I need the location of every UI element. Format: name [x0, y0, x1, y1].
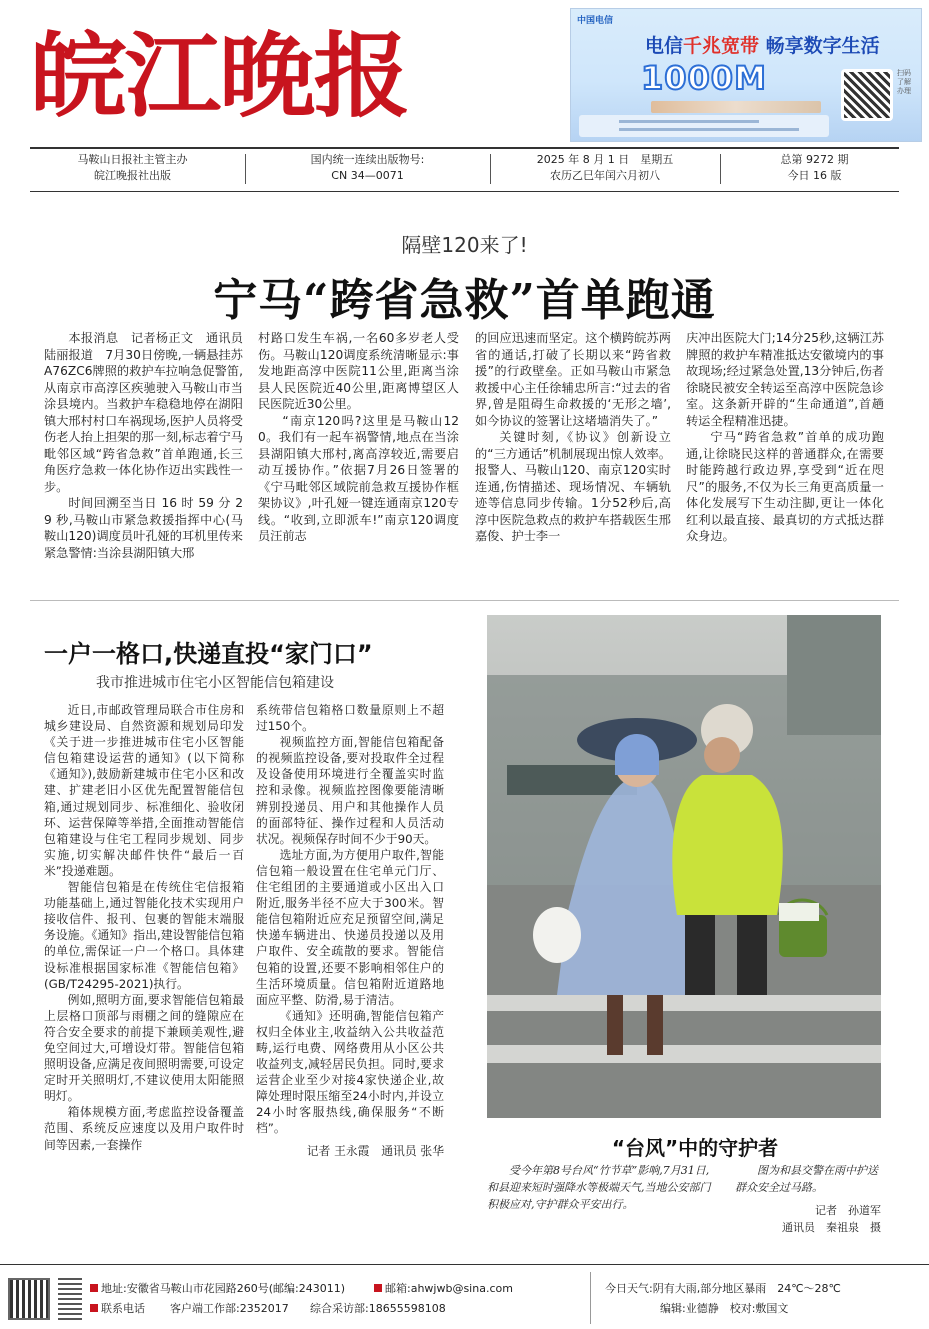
- qr-code-icon[interactable]: [8, 1278, 50, 1320]
- address-text: 地址:安徽省马鞍山市花园路260号(邮编:243011): [101, 1282, 345, 1295]
- advert-speed: 1000M: [641, 59, 767, 97]
- footer: [0, 1270, 929, 1329]
- byline: 记者 王永霞 通讯员 张华: [306, 1143, 444, 1158]
- footer-address: [90, 1280, 345, 1296]
- paragraph: 《通知》还明确,智能信包箱产权归全体业主,收益纳入公共收益范畴,运行电费、网络费用从小区公共收益列支,减轻居民负担。同时,要求运营企业至少对接4家快递企业,故障处理时限压缩至24小时内,并设立24小时客服热线,确保服务“不断档”。: [256, 1008, 444, 1136]
- paragraph: 本报消息 记者杨正文 通讯员陆丽报道 7月30日傍晚,一辆悬挂苏A76ZC6牌照的救护车拉响急促警笛,从南京市高淳区疾驰驶入马鞍山市当涂县境内。当救护车稳稳地停在湖阳镇大邢村村口车祸现场,医护人员将受伤老人抬上担架的那一刻,标志着宁马毗邻区域“跨省急救”首单跑通,长三角医疗急救一体化协作迈出实践性一步。: [44, 331, 243, 494]
- divider: [245, 154, 246, 184]
- paragraph: 系统带信包箱格口数量原则上不超过150个。: [256, 703, 444, 734]
- issue-date: 2025 年 8 月 1 日 星期五: [536, 153, 674, 166]
- advert-title-a: 电信: [645, 35, 684, 57]
- advert-strip-line: [619, 128, 799, 131]
- issue-info-bar: [30, 152, 899, 186]
- advert-strip-line: [619, 120, 759, 123]
- bullet-icon: [90, 1284, 98, 1292]
- photo-illustration: [487, 615, 881, 1118]
- masthead-title: 皖江晚报: [30, 22, 409, 130]
- telecom-logo: 中国电信: [577, 16, 614, 26]
- divider: [490, 154, 491, 184]
- issue-number: 总第 9272 期: [780, 153, 849, 166]
- news-photo[interactable]: [487, 615, 881, 1118]
- paragraph: 的回应迅速而坚定。这个横跨皖苏两省的通话,打破了长期以来“跨省救援”的行政壁垒。正如马鞍山市紧急救援中心主任徐辅忠所言:“过去的省界,曾是阻碍生命救援的‘无形之墙’,如今协议的签署让这堵墙消失了。”: [475, 331, 671, 428]
- advert-title-b: 千兆宽带: [683, 35, 760, 57]
- second-subheadline: 我市推进城市住宅小区智能信包箱建设: [96, 675, 334, 691]
- paragraph: 箱体规模方面,考虑监控设备覆盖范围、系统反应速度以及用户取件时间等因素,一套操作: [44, 1105, 244, 1152]
- photo-caption-right: 图为和县交警在雨中护送群众安全过马路。: [735, 1164, 878, 1194]
- page-count: 今日 16 版: [787, 169, 842, 182]
- paragraph: 庆冲出医院大门;14分25秒,这辆江苏牌照的救护车精准抵达安徽境内的事故现场;经过紧急处置,13分钟后,伤者徐晓民被安全转运至高淳中医院急诊室。这条新开辟的“生命通道”,首趟转运全程精准迅捷。: [686, 331, 884, 428]
- qr-label-icon: [58, 1278, 82, 1320]
- footer-rule: [0, 1264, 929, 1265]
- cn-label: 国内统一连续出版物号:: [310, 153, 425, 166]
- advert-title-c: 畅享数字生活: [765, 35, 880, 57]
- paragraph: 村路口发生车祸,一名60多岁老人受伤。马鞍山120调度系统清晰显示:事发地距高淳中医院11公里,距离当涂县人民医院近40公里,距离博望区人民医院近30公里。: [258, 331, 459, 411]
- section-rule: [30, 600, 899, 601]
- divider: [590, 1272, 591, 1324]
- paragraph: 视频监控方面,智能信包箱配备的视频监控设备,要对投取件全过程及设备使用环境进行全覆盖实时监控和录像。视频监控图像要能清晰辨别投递员、用户和其他操作人员的面部特征、操作过程和人员活动状况。视频保存时间不少于90天。: [256, 735, 444, 846]
- footer-email[interactable]: [374, 1280, 513, 1296]
- photo-credit-2: 通讯员 秦祖泉 摄: [782, 1221, 881, 1234]
- paragraph: 选址方面,为方便用户取件,智能信包箱一般设置在住宅单元门厅、住宅组团的主要通道或小区出入口附近,服务半径不应大于300米。智能信包箱附近应充足预留空间,满足快递车辆进出、快递员投递以及用户取件、安全疏散的要求。智能信包箱的设置,还要不影响相邻住户的生活环境质量。信包箱附近道路地面应平整、防滑,易于清洁。: [256, 847, 444, 1007]
- publisher-line2: 皖江晚报社出版: [94, 169, 171, 182]
- photo-caption-left: 受今年第8号台风“竹节草”影响,7月31日,和县迎来短时强降水等极端天气,当地公安部门积极应对,守护群众平安出行。: [487, 1164, 711, 1211]
- publisher-line1: 马鞍山日报社主管主办: [77, 153, 188, 166]
- qr-code-icon[interactable]: [841, 69, 893, 121]
- paragraph: 宁马“跨省急救”首单的成功跑通,让徐晓民这样的普通群众,在需要时能跨越行政边界,享受到“近在咫尺”的服务,不仅为长三角更高质量一体化发展写下生动注脚,更让一体化红利以最直接、最真切的方式抵达群众身边。: [686, 430, 884, 543]
- photo-credit-1: 记者 孙道军: [815, 1204, 881, 1217]
- lead-column-2: [258, 330, 459, 545]
- lead-column-4: [686, 330, 884, 545]
- paragraph: 智能信包箱是在传统住宅信报箱功能基础上,通过智能化技术实现用户接收信件、报刊、包裹的智能末端服务设施。《通知》指出,建设智能信包箱的单位,需保证一户一个格口。具体建设标准根据国家标准《智能信包箱》(GB/T24295-2021)执行。: [44, 880, 244, 991]
- info-rule: [30, 191, 899, 192]
- footer-weather: 今日天气:阴有大雨,部分地区暴雨 24℃～28℃: [605, 1282, 841, 1295]
- top-rule: [30, 147, 899, 149]
- footer-phone: [90, 1300, 145, 1316]
- telecom-advert[interactable]: [570, 8, 922, 142]
- lunar-date: 农历乙巳年闰六月初八: [550, 169, 660, 182]
- lead-kicker: 隔壁120来了!: [401, 233, 528, 257]
- paragraph: 关键时刻,《协议》创新设立的“三方通话”机制展现出惊人效率。报警人、马鞍山120、南京120实时连通,伤情描述、现场情况、车辆轨迹等信息同步传输。1分52秒后,高淳中医院急救点的救护车搭载医生邢嘉俊、护士李一: [475, 430, 671, 543]
- divider: [720, 154, 721, 184]
- bullet-icon: [374, 1284, 382, 1292]
- footer-news: 综合采访部:18655598108: [310, 1302, 446, 1315]
- paragraph: 近日,市邮政管理局联合市住房和城乡建设局、自然资源和规划局印发《关于进一步推进城市住宅小区智能信包箱建设运营的通知》(以下简称《通知》),鼓励新建城市住宅小区和改建、扩建老旧小区优先配置智能信包箱,通过规划同步、标准细化、验收闭环、运营保障等举措,全面推动智能信包箱建设与住宅工程同步规划、同步实施,切实解决邮件快件“最后一百米”投递难题。: [44, 703, 244, 878]
- advert-strip: [579, 115, 829, 137]
- qr-caption: 扫码了解办理: [897, 69, 911, 95]
- paragraph: 例如,照明方面,要求智能信包箱最上层格口顶部与雨棚之间的缝隙应在符合安全要求的前提下兼顾美观性,避免空间过大,可增设灯带。智能信包箱照明设备,应满足夜间照明需要,可设定定时开关照明灯,不建议使用太阳能照明灯。: [44, 992, 244, 1104]
- second-column-2: [256, 702, 444, 1159]
- lead-headline: 宁马“跨省急救”首单跑通: [213, 275, 716, 326]
- second-headline: 一户一格口,快递直投“家门口”: [44, 640, 373, 668]
- bullet-icon: [90, 1304, 98, 1312]
- advert-title: [645, 31, 880, 58]
- cn-number: CN 34—0071: [331, 169, 404, 182]
- lead-column-3: [475, 330, 671, 545]
- paragraph: 时间回溯至当日 16 时 59 分 29 秒,马鞍山市紧急救援指挥中心(马鞍山120)调度员叶孔娅的耳机里传来紧急警情:当涂县湖阳镇大邢: [44, 496, 243, 560]
- photo-title: “台风”中的守护者: [611, 1136, 779, 1160]
- photo-credit: [735, 1202, 881, 1236]
- paragraph: “南京120吗?这里是马鞍山120。我们有一起车祸警情,地点在当涂县湖阳镇大邢村,离高淳较近,需要启动互援协作。”依据7月26日签署的《宁马毗邻区域院前急救互援协作框架协议》,叶孔娅一键连通南京120专线。“收到,立即派车!”南京120调度员汪前志: [258, 413, 459, 543]
- email-text: 邮箱:ahwjwb@sina.com: [385, 1282, 513, 1295]
- phone-label: 联系电话: [101, 1302, 145, 1315]
- second-column-1: [44, 702, 244, 1153]
- footer-editor: 编辑:业德静 校对:敷国文: [660, 1302, 789, 1315]
- lead-column-1: [44, 330, 243, 561]
- advert-city-illustration: [651, 101, 821, 113]
- footer-client: 客户端工作部:2352017: [170, 1302, 289, 1315]
